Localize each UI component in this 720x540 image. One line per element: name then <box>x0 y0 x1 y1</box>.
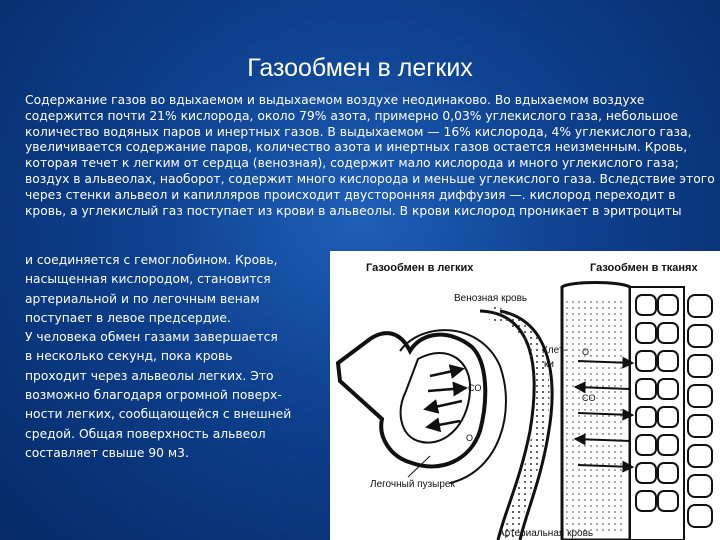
label-vesicle: Легочный пузырек <box>370 479 455 490</box>
side-paragraph <box>25 251 330 463</box>
side-line: средой. Общая поверхность альвеол <box>25 426 266 441</box>
gas-exchange-diagram <box>330 251 720 540</box>
side-line: артериальной и по легочным венам <box>25 291 260 306</box>
label-co2: CO <box>468 383 482 393</box>
label-o2-right: O <box>582 347 590 357</box>
label-tissues: Газообмен в тканях <box>590 262 698 274</box>
alveolus-shape <box>338 330 506 483</box>
tissue-block <box>562 283 712 540</box>
side-line: ности легких, сообщающейся с внешней <box>25 407 292 422</box>
label-o2: O <box>466 433 474 443</box>
side-line: составляет свыше 90 м3. <box>25 445 189 460</box>
slide-title: Газообмен в легких <box>247 54 473 82</box>
label-lungs: Газообмен в легких <box>366 262 474 274</box>
side-line: насыщенная кислородом, становится <box>25 272 271 287</box>
diagram-svg <box>330 251 720 540</box>
side-line: поступает в левое предсердие. <box>25 310 231 325</box>
label-cells-2: ки <box>544 359 554 370</box>
label-cells-1: Клет- <box>542 345 567 356</box>
side-line: возможно благодаря огромной поверх- <box>25 388 282 403</box>
label-co2-right: CO <box>582 393 596 403</box>
side-line: и соединяется с гемоглобином. Кровь, <box>25 253 278 267</box>
label-venous: Венозная кровь <box>454 293 528 304</box>
label-arterial: Артериальная кровь <box>498 528 594 539</box>
side-line: У человека обмен газами завершается <box>25 330 278 345</box>
intro-paragraph: Содержание газов во вдыхаемом и выдыхаемом воздухе неодинаково. Во вдыхаемом воздухе содержится почти 21% кислорода, около 79% азота, примерно 0,03% углекислого газа, небольшое количество водяных паров и инертных газов. В выдыхаемом — 16% кислорода, 4% углекислого газа, увеличивается содержание паров, количество азота и инертных газов остается неизменным. Кровь, которая течет к легким от сердца (венозная), содержит мало кислорода и много углекислого газа; воздух в альвеолах, наоборот, содержит много кислорода и меньше углекислого газа. Вследствие этого через стенки альвеол и капилляров происходит двусторонняя диффузия —. кислород переходит в кровь, а углекислый газ поступает из крови в альвеолы. В крови кислород проникает в эритроциты <box>25 93 715 218</box>
side-line: в несколько секунд, пока кровь <box>25 349 233 364</box>
side-line: проходит через альвеолы легких. Это <box>25 368 274 383</box>
